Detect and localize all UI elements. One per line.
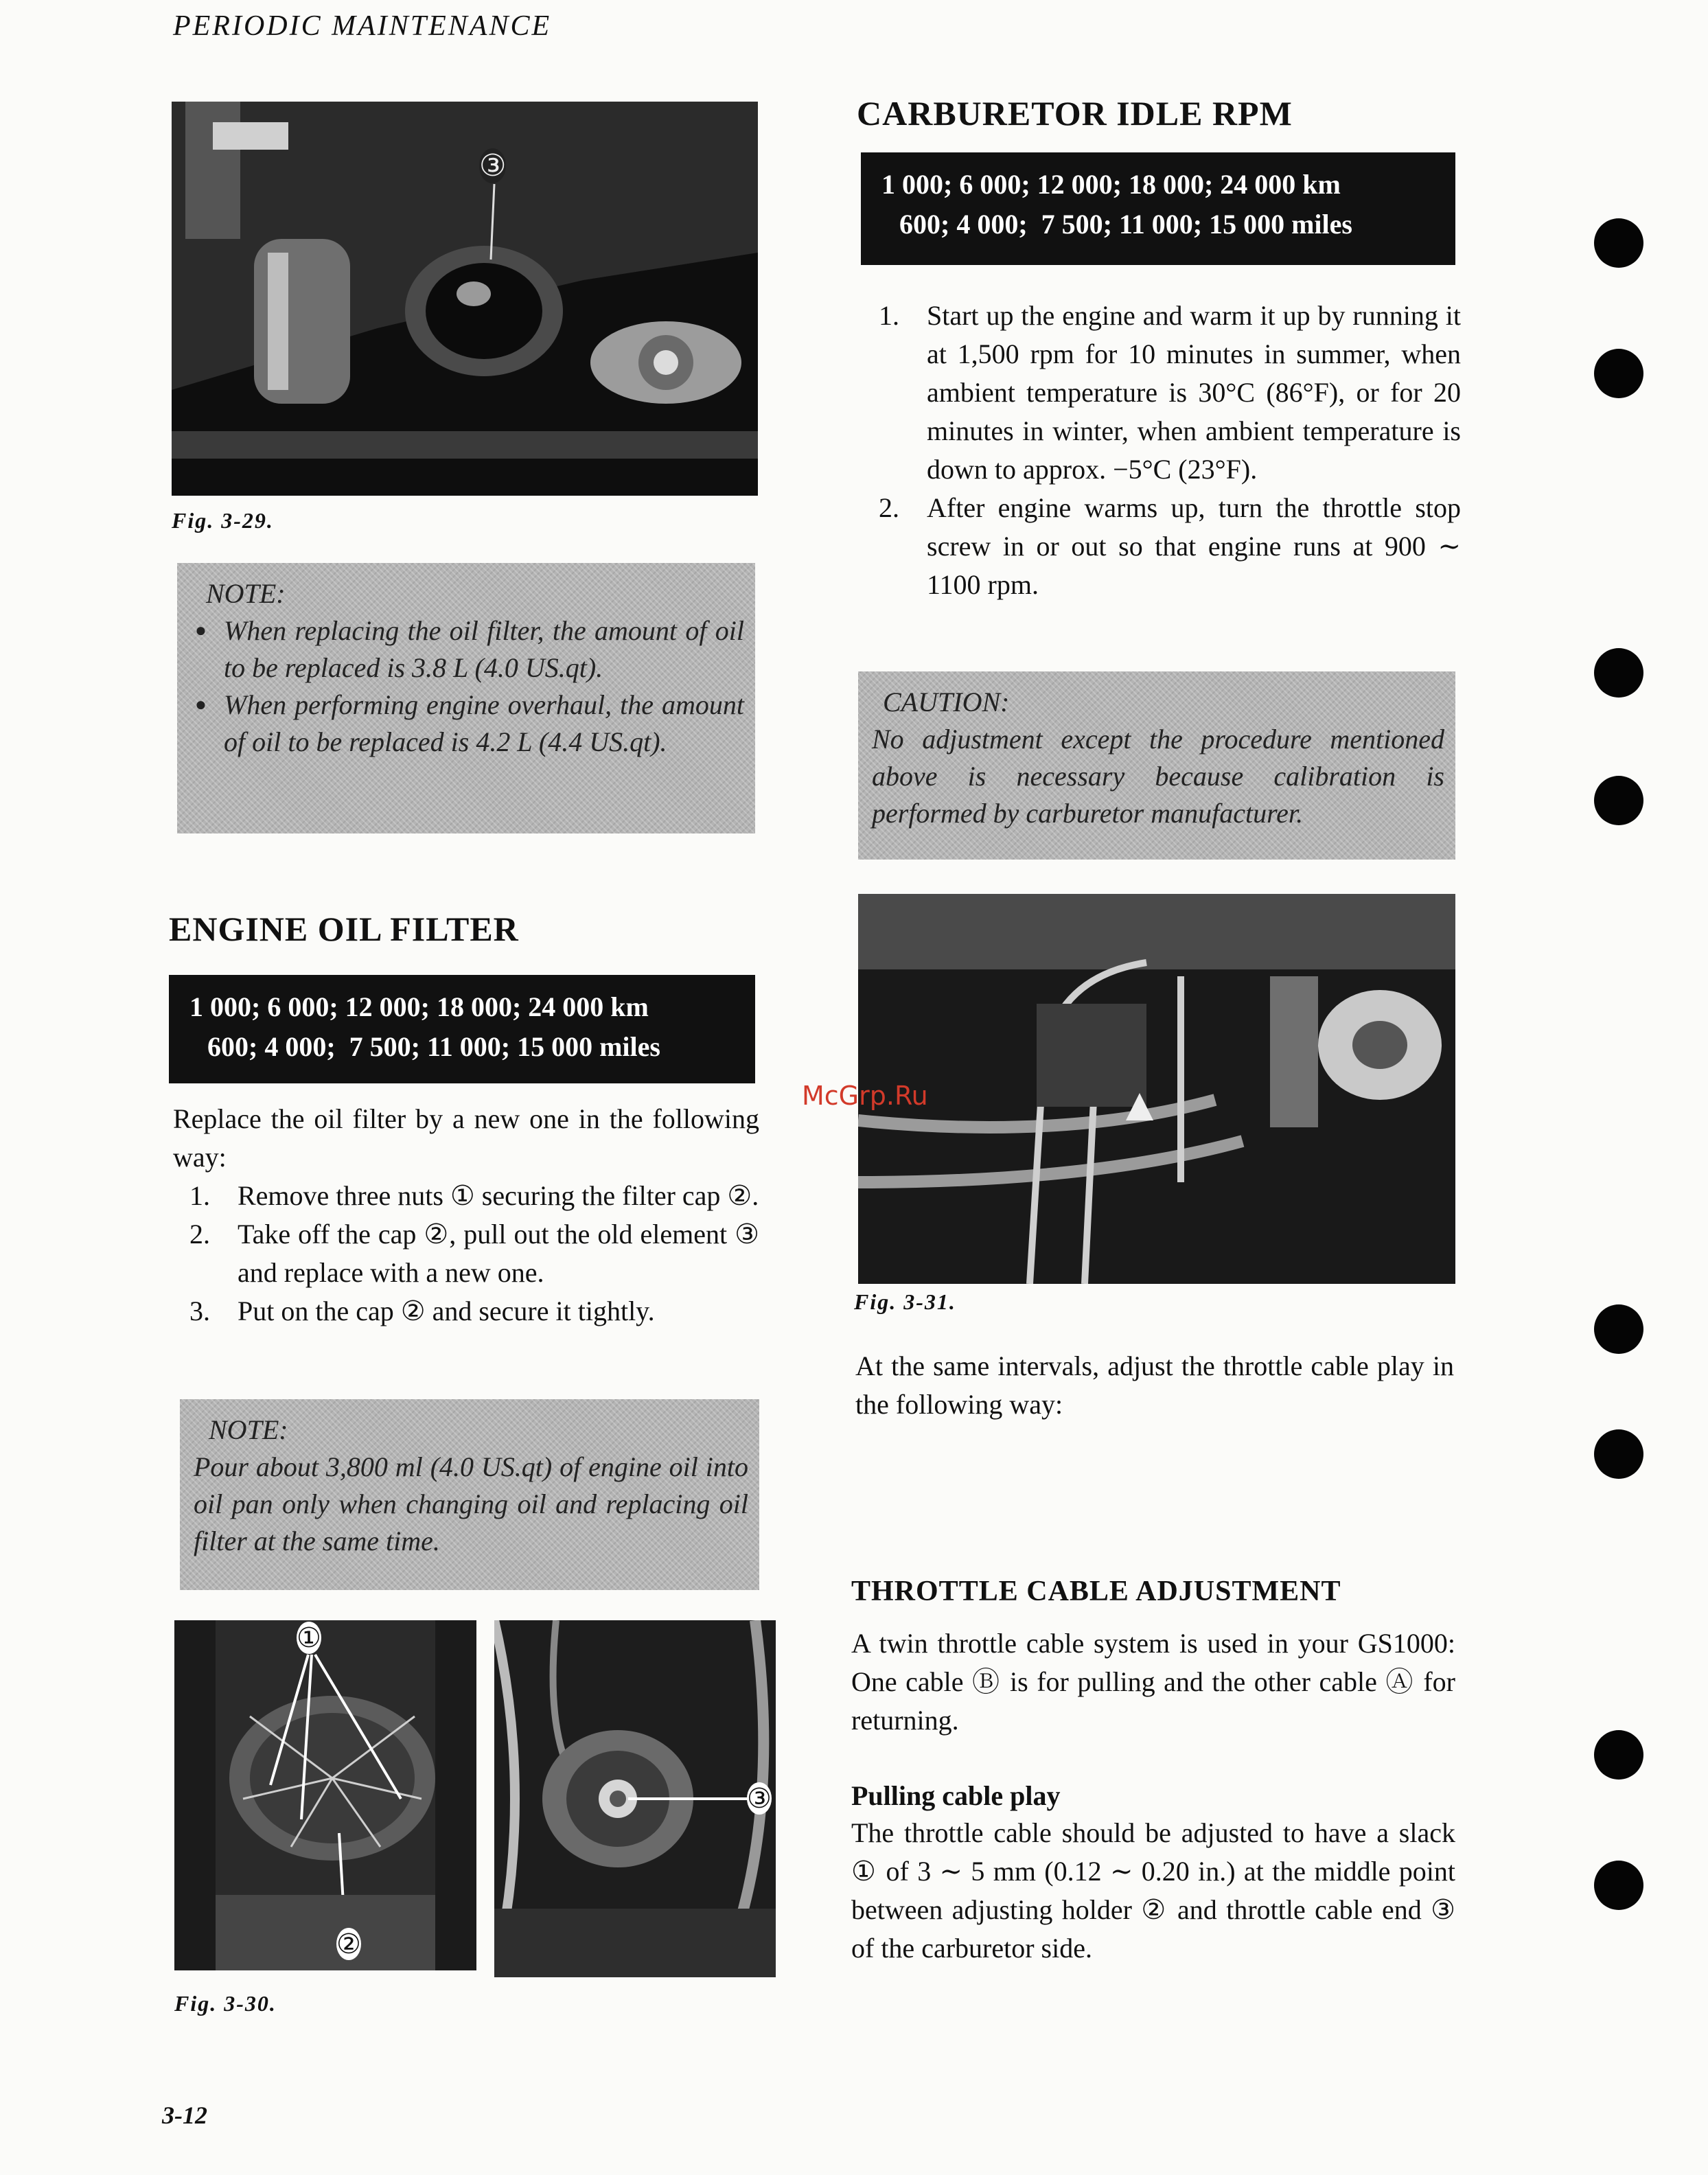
caption-fig-3-30: Fig. 3-30. bbox=[174, 1991, 277, 2016]
caption-fig-3-29: Fig. 3-29. bbox=[172, 508, 274, 533]
caution-text: No adjustment except the procedure mentioned above is necessary because calibration is performed by carburetor manufacturer. bbox=[872, 724, 1444, 829]
photo-fig-3-30-left bbox=[174, 1620, 476, 1970]
caption-fig-3-31: Fig. 3-31. bbox=[854, 1289, 956, 1314]
binder-hole bbox=[1594, 1429, 1643, 1479]
binder-hole bbox=[1594, 776, 1643, 825]
oil-filter-body bbox=[173, 1100, 759, 1331]
callout-3: ③ bbox=[747, 1783, 772, 1814]
carb-step: 2. After engine warms up, turn the throttle stop screw in or out so that engine runs at 900 ∼ 1100 rpm. bbox=[879, 492, 1461, 600]
caution-box bbox=[858, 671, 1455, 860]
binder-hole bbox=[1594, 1861, 1643, 1910]
photo-fig-3-31 bbox=[858, 894, 1455, 1284]
callout-3: ③ bbox=[479, 149, 507, 183]
binder-hole bbox=[1594, 1730, 1643, 1780]
interval-box-oil-filter bbox=[169, 975, 755, 1083]
photo-fig-3-29 bbox=[172, 102, 758, 496]
subsection-title-pulling: Pulling cable play bbox=[851, 1780, 1061, 1811]
carb-step: 1. Start up the engine and warm it up by running it at 1,500 rpm for 10 minutes in summer, when ambient temperature is 30°C (86°F), or for 20 minutes in winter, when ambient temperature is down to approx. −5°C (23°F). bbox=[879, 300, 1461, 485]
oil-filter-step: 1. Remove three nuts ① securing the filter cap ②. bbox=[189, 1180, 759, 1211]
photo-fig-3-30-right bbox=[494, 1620, 776, 1977]
note-oil-amount bbox=[177, 563, 755, 833]
callout-1: ① bbox=[297, 1622, 321, 1653]
section-title-throttle: THROTTLE CABLE ADJUSTMENT bbox=[851, 1576, 1341, 1607]
note-bullet: ● When performing engine overhaul, the amount of oil to be replaced is 4.2 L (4.4 US.qt). bbox=[191, 687, 744, 761]
pulling-text: The throttle cable should be adjusted to have a slack ① of 3 ∼ 5 mm (0.12 ∼ 0.20 in.) at the middle point between adjusting holder ② and throttle cable end ③ of the carburetor side. bbox=[851, 1817, 1455, 1964]
interval-miles: 600; 4 000; 7 500; 11 000; 15 000 miles bbox=[899, 209, 1352, 240]
carb-steps bbox=[879, 297, 1461, 604]
binder-hole bbox=[1594, 1304, 1643, 1354]
oil-filter-intro: Replace the oil filter by a new one in the following way: bbox=[173, 1103, 759, 1173]
binder-hole bbox=[1594, 218, 1643, 268]
note-label: NOTE: bbox=[209, 1414, 288, 1445]
note-bullet: ● When replacing the oil filter, the amount of oil to be replaced is 3.8 L (4.0 US.qt). bbox=[191, 612, 744, 687]
interval-km: 1 000; 6 000; 12 000; 18 000; 24 000 km bbox=[189, 991, 649, 1022]
watermark: McGrp.Ru bbox=[802, 1081, 928, 1111]
oil-filter-step: 3. Put on the cap ② and secure it tightly. bbox=[189, 1296, 655, 1326]
oil-filter-step: 2. Take off the cap ②, pull out the old element ③ and replace with a new one. bbox=[189, 1219, 759, 1288]
caution-label: CAUTION: bbox=[883, 687, 1010, 717]
section-title-oil-filter: ENGINE OIL FILTER bbox=[169, 910, 519, 948]
note-text: Pour about 3,800 ml (4.0 US.qt) of engine oil into oil pan only when changing oil and replacing oil filter at the same time. bbox=[194, 1451, 748, 1556]
throttle-intro: At the same intervals, adjust the throttle cable play in the following way: bbox=[855, 1350, 1454, 1420]
throttle-text: A twin throttle cable system is used in your GS1000: One cable Ⓑ is for pulling and the other cable Ⓐ for returning. bbox=[851, 1628, 1455, 1736]
binder-hole bbox=[1594, 648, 1643, 698]
page-number: 3-12 bbox=[162, 2102, 207, 2129]
interval-km: 1 000; 6 000; 12 000; 18 000; 24 000 km bbox=[881, 169, 1341, 200]
note-pour-oil bbox=[180, 1399, 759, 1590]
page-header: PERIODIC MAINTENANCE bbox=[173, 10, 552, 42]
section-title-carb: CARBURETOR IDLE RPM bbox=[857, 94, 1293, 133]
binder-hole bbox=[1594, 349, 1643, 398]
interval-box-carb bbox=[861, 152, 1455, 265]
note-label: NOTE: bbox=[206, 578, 286, 609]
callout-2: ② bbox=[336, 1929, 361, 1959]
interval-miles: 600; 4 000; 7 500; 11 000; 15 000 miles bbox=[207, 1031, 660, 1062]
